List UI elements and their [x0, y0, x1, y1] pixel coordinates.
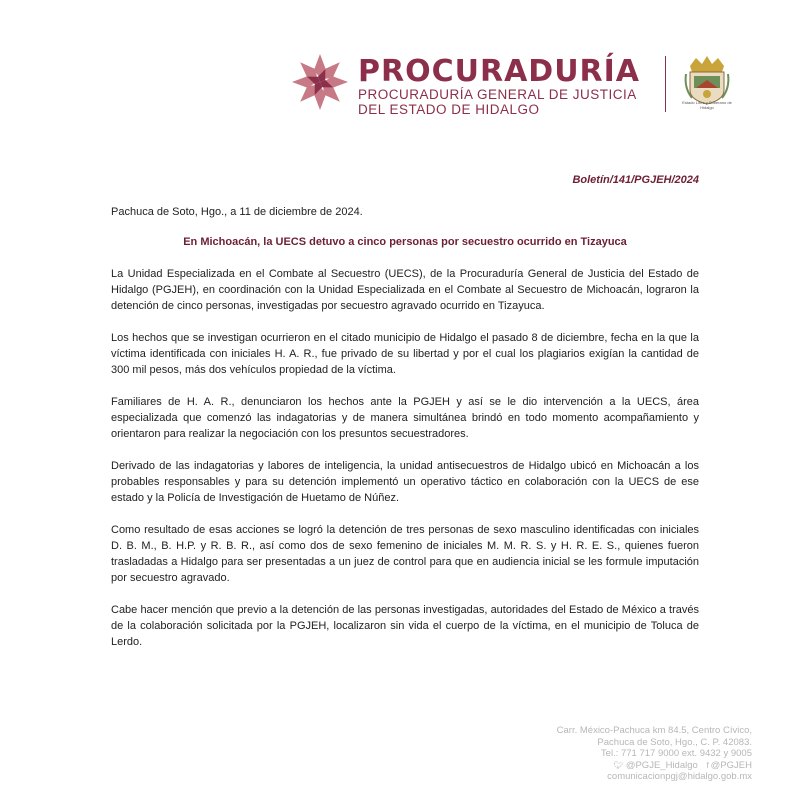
paragraph: Familiares de H. A. R., denunciaron los hechos ante la PGJEH y así se le dio intervención a la UECS, área especializada que comenzó las indagatorias y de manera simultánea brindó en todo momento acompañamiento y orientaron para realizar la negociación con los presuntos secuestradores. — [111, 396, 699, 440]
paragraph: Cabe hacer mención que previo a la detención de las personas investigadas, autoridades del Estado de México a través de la colaboración solicitada por la PGJEH, localizaron sin vida el cuerpo de la víctima, en el municipio de Toluca de Lerdo. — [111, 604, 699, 648]
letterhead — [290, 50, 750, 120]
org-title: PROCURADURÍA — [358, 54, 641, 89]
twitter-handle[interactable]: @PGJE_Hidalgo — [625, 759, 698, 771]
facebook-icon: f — [706, 760, 709, 770]
bulletin-number: Boletín/141/PGJEH/2024 — [572, 174, 699, 186]
footer-address-line2: Pachuca de Soto, Hgo., C. P. 42083. — [597, 736, 752, 748]
press-release-body — [111, 172, 699, 666]
org-subtitle-line2: DEL ESTADO DE HIDALGO — [358, 102, 540, 117]
twitter-icon: 🐦︎ — [613, 760, 624, 770]
footer-contact — [452, 725, 752, 783]
seal-caption: Estado Libre y Soberano de Hidalgo — [682, 100, 732, 110]
footer-phone: Tel.: 771 717 9000 ext. 9432 y 9005 — [600, 748, 752, 759]
paragraph: La Unidad Especializada en el Combate al Secuestro (UECS), de la Procuraduría General de Justicia del Estado de Hidalgo (PGJEH), en coordinación con la Unidad Especializada en el Combate al Secuestro de Michoacán, lograron la detención de cinco personas, investigadas por secuestro agravado ocurrido en Tizayuca. — [111, 268, 699, 312]
paragraph: Los hechos que se investigan ocurrieron en el citado municipio de Hidalgo el pasado 8 de diciembre, fecha en la que la víctima identificada con iniciales H. A. R., fue privado de su libertad y por el cual los plagiarios exigían la cantidad de 300 mil pesos, más dos vehículos propiedad de la víctima. — [111, 332, 699, 376]
footer-email[interactable]: comunicacionpgj@hidalgo.gob.mx — [607, 771, 752, 782]
paragraph: Como resultado de esas acciones se logró la detención de tres personas de sexo masculino identificadas con iniciales D. B. M., B. H.P. y R. B. R., así como dos de sexo femenino de iniciales M. M. R. S. y H. R. E. S., quienes fueron trasladadas a Hidalgo para ser presentadas a un juez de control para que en audiencia inicial se les formule imputación por secuestro agravado. — [111, 524, 699, 584]
footer-social — [452, 760, 752, 772]
header-divider — [665, 56, 666, 112]
footer-address-line1: Carr. México-Pachuca km 84.5, Centro Cívico, — [556, 725, 752, 736]
date-line: Pachuca de Soto, Hgo., a 11 de diciembre de 2024. — [111, 206, 363, 218]
paragraph: Derivado de las indagatorias y labores de inteligencia, la unidad antisecuestros de Hidalgo ubicó en Michoacán a los probables responsables y para su detención implementó un operativo táctico en colaboración con la UECS de ese estado y la Policía de Investigación de Huetamo de Núñez. — [111, 460, 699, 504]
headline: En Michoacán, la UECS detuvo a cinco personas por secuestro ocurrido en Tizayuca — [183, 236, 627, 248]
star-logo-icon — [290, 52, 350, 112]
org-subtitle-line1: PROCURADURÍA GENERAL DE JUSTICIA — [358, 87, 637, 102]
facebook-handle[interactable]: @PGJEH — [710, 759, 752, 771]
